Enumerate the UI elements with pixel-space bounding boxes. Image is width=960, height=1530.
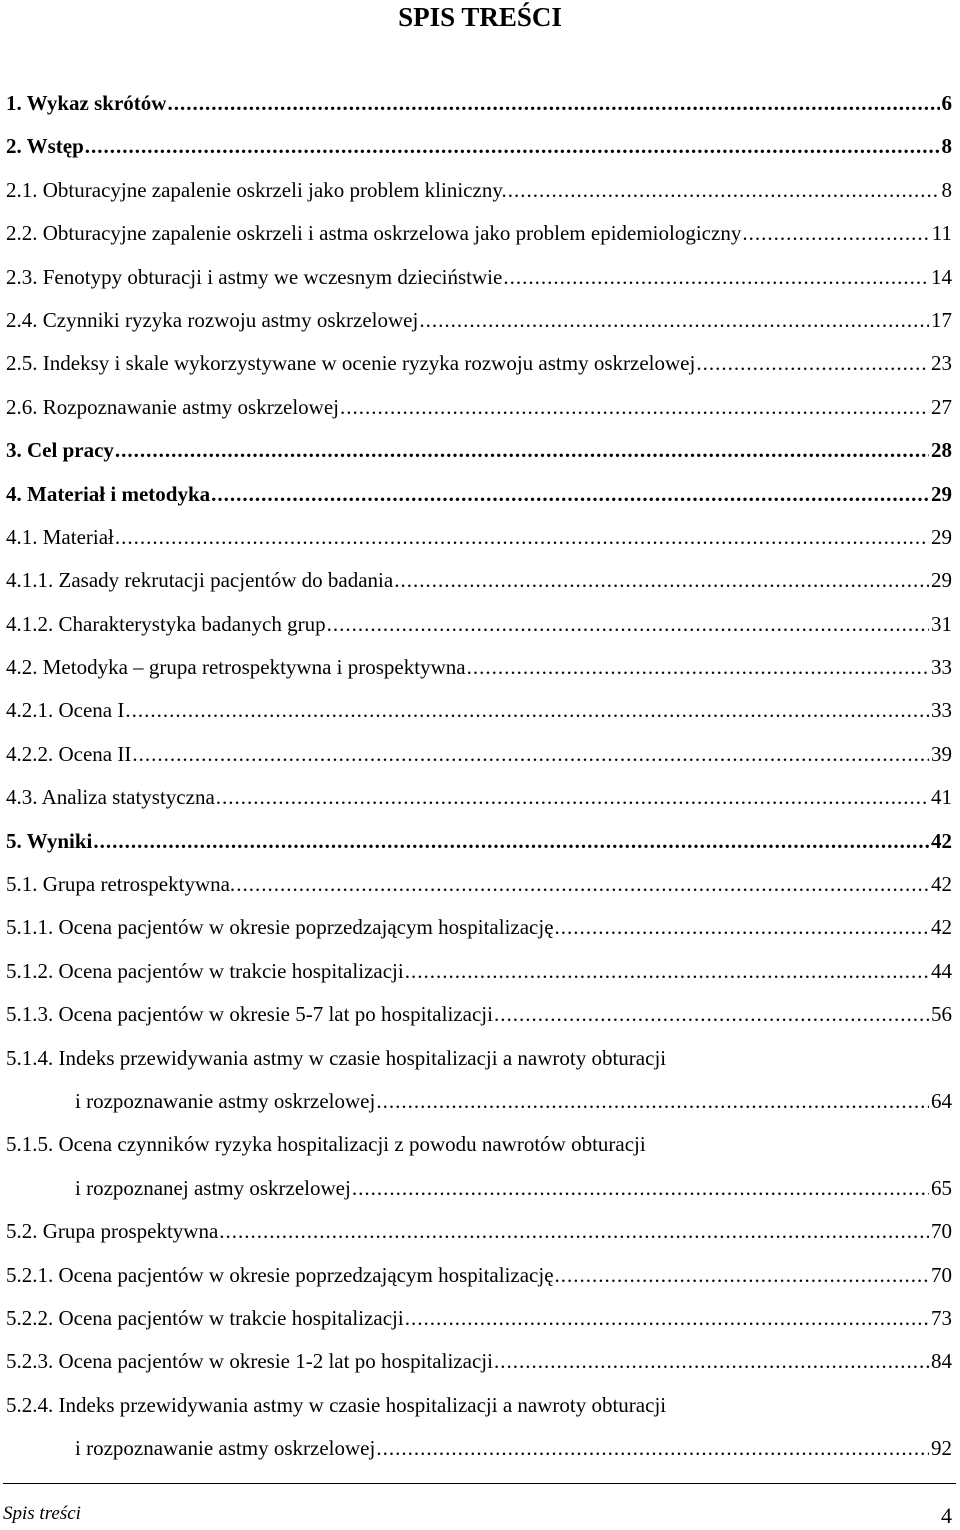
toc-entry-title: 5.1.5. Ocena czynników ryzyka hospitalizacji z powodu nawrotów obturacji [6, 1132, 646, 1157]
toc-entry-page: 29 [931, 568, 952, 593]
toc-leader-dots [467, 646, 929, 689]
toc-leader-dots [508, 169, 940, 212]
toc-entry[interactable] [6, 169, 952, 212]
toc-leader-dots [93, 820, 929, 863]
toc-entry-page: 28 [931, 438, 952, 463]
toc-leader-dots [216, 776, 929, 819]
toc-entry[interactable] [6, 1080, 952, 1123]
toc-entry-title: 4. Materiał i metodyka [6, 481, 211, 506]
toc-entry-page: 42 [931, 915, 952, 940]
toc-entry-page: 33 [931, 655, 952, 680]
toc-entry-page: 23 [931, 351, 952, 376]
toc-leader-dots [555, 906, 929, 949]
toc-entry-page: 17 [931, 307, 952, 332]
toc-entry[interactable] [6, 559, 952, 602]
toc-entry-title: 5.2.4. Indeks przewidywania astmy w czasie hospitalizacji a nawroty obturacji [6, 1392, 667, 1417]
toc-leader-dots [115, 429, 929, 472]
toc-entry[interactable] [6, 1384, 952, 1427]
toc-leader-dots [555, 1254, 929, 1297]
toc-entry-title: 5.2.2. Ocena pacjentów w trakcie hospitalizacji [6, 1305, 404, 1330]
toc-leader-dots [405, 1297, 929, 1340]
toc-entry[interactable] [6, 646, 952, 689]
toc-entry-title: 5.2.3. Ocena pacjentów w okresie 1-2 lat po hospitalizacji [6, 1349, 493, 1374]
toc-entry-page: 42 [931, 828, 952, 853]
toc-leader-dots [132, 733, 929, 776]
toc-entry-title: 2. Wstęp [6, 134, 84, 159]
toc-entry-page: 64 [931, 1088, 952, 1113]
toc-entry-page: 42 [931, 872, 952, 897]
toc-entry[interactable] [6, 212, 952, 255]
toc-entry-page: 14 [931, 264, 952, 289]
toc-entry-title: 2.6. Rozpoznawanie astmy oskrzelowej [6, 394, 339, 419]
toc-entry-page: 56 [931, 1002, 952, 1027]
toc-entry-title: 4.2.2. Ocena II [6, 741, 132, 766]
toc-entry-title: 2.1. Obturacyjne zapalenie oskrzeli jako problem kliniczny. [6, 177, 507, 202]
toc-entry[interactable] [6, 906, 952, 949]
toc-entry[interactable] [6, 1210, 952, 1253]
toc-entry[interactable] [6, 516, 952, 559]
toc-entry-title: 2.5. Indeksy i skale wykorzystywane w ocenie ryzyka rozwoju astmy oskrzelowej [6, 351, 696, 376]
toc-entry-title: 4.2. Metodyka – grupa retrospektywna i prospektywna [6, 655, 466, 680]
toc-entry-title: 5.1. Grupa retrospektywna. [6, 872, 236, 897]
toc-entry-title: 5.2.1. Ocena pacjentów w okresie poprzedzającym hospitalizację [6, 1262, 554, 1287]
toc-entry[interactable] [6, 125, 952, 168]
toc-entry-title: 4.1.1. Zasady rekrutacji pacjentów do badania [6, 568, 394, 593]
toc-entry-page: 92 [931, 1436, 952, 1461]
footer-page-number: 4 [941, 1503, 952, 1528]
toc-entry-title: 5.1.4. Indeks przewidywania astmy w czasie hospitalizacji a nawroty obturacji [6, 1045, 667, 1070]
toc-entry-page: 70 [931, 1219, 952, 1244]
toc-entry[interactable] [6, 1297, 952, 1340]
toc-entry-title: 4.2.1. Ocena I [6, 698, 125, 723]
toc-entry-title: 2.2. Obturacyjne zapalenie oskrzeli i astma oskrzelowa jako problem epidemiologiczny [6, 221, 742, 246]
toc-leader-dots [167, 82, 939, 125]
toc-entry[interactable] [6, 1340, 952, 1383]
toc-entry-title: 4.1. Materiał [6, 524, 114, 549]
toc-leader-dots [85, 125, 940, 168]
toc-entry-title: 4.1.2. Charakterystyka badanych grup [6, 611, 326, 636]
toc-leader-dots [696, 342, 929, 385]
footer-label: Spis treści [3, 1503, 81, 1524]
toc-entry-title: 5.1.2. Ocena pacjentów w trakcie hospitalizacji [6, 958, 404, 983]
toc-entry-title: 3. Cel pracy [6, 438, 114, 463]
toc-leader-dots [376, 1427, 929, 1470]
toc-leader-dots [211, 473, 929, 516]
toc-entry[interactable] [6, 993, 952, 1036]
toc-entry-page: 70 [931, 1262, 952, 1287]
toc-entry-page: 8 [941, 177, 952, 202]
toc-entry[interactable] [6, 950, 952, 993]
toc-entry[interactable] [6, 689, 952, 732]
toc-entry-title: 2.3. Fenotypy obturacji i astmy we wczesnym dzieciństwie [6, 264, 503, 289]
toc-entry[interactable] [6, 1254, 952, 1297]
toc-leader-dots [376, 1080, 929, 1123]
toc-entry[interactable] [6, 342, 952, 385]
toc-entry-page: 33 [931, 698, 952, 723]
toc-entry-title: i rozpoznanej astmy oskrzelowej [75, 1175, 351, 1200]
toc-entry-page: 44 [931, 958, 952, 983]
toc-entry-page: 84 [931, 1349, 952, 1374]
toc-leader-dots [494, 1340, 929, 1383]
page-title: SPIS TREŚCI [398, 2, 562, 32]
toc-entry-title: 5. Wyniki [6, 828, 93, 853]
toc-leader-dots [503, 256, 929, 299]
toc-leader-dots [236, 863, 929, 906]
toc-leader-dots [340, 386, 929, 429]
toc-entry-page: 27 [931, 394, 952, 419]
toc-entry-page: 29 [931, 481, 952, 506]
toc-entry-title: i rozpoznawanie astmy oskrzelowej [75, 1436, 376, 1461]
toc-entry[interactable] [6, 863, 952, 906]
toc-entry[interactable] [6, 1037, 952, 1080]
toc-entry[interactable] [6, 776, 952, 819]
toc-entry[interactable] [6, 603, 952, 646]
toc-entry[interactable] [6, 1427, 952, 1470]
toc-entry-title: 5.1.3. Ocena pacjentów w okresie 5-7 lat po hospitalizacji [6, 1002, 493, 1027]
toc-entry-page: 31 [931, 611, 952, 636]
toc-leader-dots [394, 559, 929, 602]
toc-entry[interactable] [6, 1167, 952, 1210]
toc-entry-title: 5.2. Grupa prospektywna [6, 1219, 219, 1244]
toc-entry[interactable] [6, 299, 952, 342]
toc-entry[interactable] [6, 733, 952, 776]
toc-leader-dots [352, 1167, 929, 1210]
table-of-contents [6, 82, 952, 1471]
footer-divider [3, 1483, 956, 1484]
toc-leader-dots [494, 993, 929, 1036]
toc-entry-page: 8 [941, 134, 952, 159]
toc-entry-title: 1. Wykaz skrótów [6, 90, 167, 115]
toc-leader-dots [219, 1210, 929, 1253]
toc-entry-page: 39 [931, 741, 952, 766]
toc-leader-dots [125, 689, 929, 732]
toc-entry[interactable] [6, 82, 952, 125]
toc-leader-dots [419, 299, 929, 342]
toc-entry-title: i rozpoznawanie astmy oskrzelowej [75, 1088, 376, 1113]
toc-entry-page: 73 [931, 1305, 952, 1330]
toc-entry[interactable] [6, 473, 952, 516]
toc-entry-title: 2.4. Czynniki ryzyka rozwoju astmy oskrzelowej [6, 307, 419, 332]
toc-entry-page: 65 [931, 1175, 952, 1200]
toc-entry[interactable] [6, 429, 952, 472]
toc-entry-title: 4.3. Analiza statystyczna [6, 785, 215, 810]
toc-entry-page: 29 [931, 524, 952, 549]
toc-entry[interactable] [6, 820, 952, 863]
toc-entry[interactable] [6, 1123, 952, 1166]
toc-entry-page: 11 [931, 221, 952, 246]
toc-leader-dots [327, 603, 929, 646]
toc-leader-dots [405, 950, 929, 993]
toc-entry[interactable] [6, 256, 952, 299]
toc-leader-dots [742, 212, 929, 255]
toc-entry-page: 6 [941, 90, 952, 115]
toc-leader-dots [115, 516, 929, 559]
toc-entry[interactable] [6, 386, 952, 429]
toc-entry-title: 5.1.1. Ocena pacjentów w okresie poprzedzającym hospitalizację [6, 915, 554, 940]
toc-entry-page: 41 [931, 785, 952, 810]
